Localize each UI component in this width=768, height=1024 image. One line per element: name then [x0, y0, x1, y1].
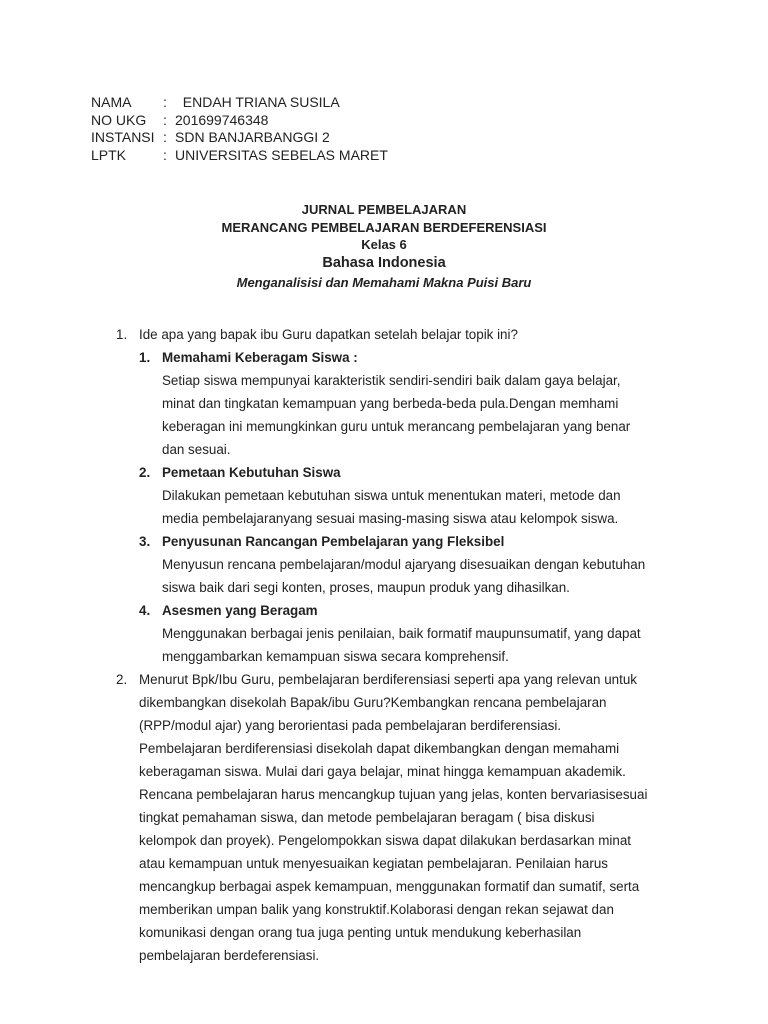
answer-line: media pembelajaranyang sesuai masing-masing siswa atau kelompok siswa.: [162, 511, 619, 526]
header-title: JURNAL PEMBELAJARAN: [301, 202, 467, 217]
answer-line: Menggunakan berbagai jenis penilaian, baik formatif maupunsumatif, yang dapat: [162, 626, 641, 641]
answer-line: Setiap siswa mempunyai karakteristik sendiri-sendiri baik dalam gaya belajar,: [162, 373, 621, 388]
identity-value: UNIVERSITAS SEBELAS MARET: [175, 146, 388, 163]
answer-line: atau kemampuan untuk menyesuaikan kegiatan pembelajaran. Penilaian harus: [139, 856, 608, 871]
answer-point-number: 1.: [139, 350, 151, 365]
answer-line: memberikan umpan balik yang konstruktif.Kolaborasi dengan rekan sejawat dan: [139, 902, 614, 917]
answer-line: mencangkup berbagai aspek kemampuan, menggunakan formatif dan sumatif, serta: [139, 879, 640, 894]
header-topic: Menganalisisi dan Memahami Makna Puisi Baru: [236, 274, 532, 290]
answer-line: dikembangkan disekolah Bapak/ibu Guru?Kembangkan rencana pembelajaran: [139, 695, 607, 710]
identity-label: NO UKG: [91, 111, 147, 128]
identity-row-no-ukg: [91, 112, 388, 130]
header-subtitle: MERANCANG PEMBELAJARAN BERDEFERENSIASI: [221, 219, 547, 235]
answer-line: siswa baik dari segi konten, proses, maupun produk yang dihasilkan.: [162, 580, 570, 595]
question-item: [0, 323, 659, 668]
answer-line: tingkat pemahaman siswa, dan metode pembelajaran beragam ( bisa diskusi: [139, 810, 595, 825]
answer-line: Menurut Bpk/Ibu Guru, pembelajaran berdiferensiasi seperti apa yang relevan untuk: [139, 672, 637, 687]
answer-line: Dilakukan pemetaan kebutuhan siswa untuk menentukan materi, metode dan: [162, 488, 621, 503]
answer-point: [139, 461, 659, 530]
identity-block: [91, 94, 388, 164]
identity-separator: :: [163, 129, 167, 145]
answer-point: [139, 599, 659, 668]
question-text: Ide apa yang bapak ibu Guru dapatkan setelah belajar topik ini?: [139, 327, 518, 342]
identity-row-nama: [91, 94, 388, 112]
identity-separator: :: [163, 146, 167, 163]
answer-line: keberagaman siswa. Mulai dari gaya belajar, minat hingga kemampuan akademik.: [139, 764, 626, 779]
answer-line: kelompok dan proyek). Pengelompokkan siswa dapat dilakukan berdasarkan minat: [139, 833, 632, 848]
question-item: [0, 668, 659, 967]
answer-point-title: Memahami Keberagam Siswa :: [162, 350, 358, 365]
answer-point-title: Pemetaan Kebutuhan Siswa: [162, 465, 341, 480]
answer-line: pembelajaran berdeferensiasi.: [139, 948, 320, 963]
answer-line: dan sesuai.: [162, 442, 231, 457]
identity-value: 201699746348: [175, 111, 269, 128]
header-class: Kelas 6: [361, 237, 407, 252]
document-header: [0, 201, 768, 292]
identity-separator: :: [163, 94, 167, 110]
answer-line: komunikasi dengan orang tua juga penting untuk mendukung keberhasilan: [139, 925, 582, 940]
answer-line: menggambarkan kemampuan siswa secara komprehensif.: [162, 649, 509, 664]
identity-label: INSTANSI: [91, 129, 155, 145]
question-number: 2.: [116, 672, 128, 687]
header-subject: Bahasa Indonesia: [322, 254, 446, 271]
answer-point-number: 3.: [139, 534, 151, 549]
identity-row-instansi: [91, 129, 388, 147]
answer-point: [139, 346, 659, 461]
answer-line: keberagan ini memungkinkan guru untuk merancang pembelajaran yang benar: [162, 419, 631, 434]
answer-point-number: 2.: [139, 465, 151, 480]
answer-line: minat dan tingkatan kemampuan yang berbeda-beda pula.Dengan memhami: [162, 396, 619, 411]
answer-point-title: Asesmen yang Beragam: [162, 603, 318, 618]
identity-row-lptk: [91, 147, 388, 165]
answer-line: Rencana pembelajaran harus mencangkup tujuan yang jelas, konten bervariasisesuai: [139, 787, 648, 802]
identity-value: SDN BANJARBANGGI 2: [175, 129, 330, 145]
answer-point: [139, 530, 659, 599]
answer-point-title: Penyusunan Rancangan Pembelajaran yang Fleksibel: [162, 534, 505, 549]
answer-point-number: 4.: [139, 603, 151, 618]
question-number: 1.: [116, 327, 128, 342]
identity-value: ENDAH TRIANA SUSILA: [175, 94, 340, 110]
question-list: [0, 323, 768, 967]
answer-line: Pembelajaran berdiferensiasi disekolah dapat dikembangkan dengan memahami: [139, 741, 620, 756]
identity-label: NAMA: [91, 94, 132, 110]
answer-line: Menyusun rencana pembelajaran/modul ajaryang disesuaikan dengan kebutuhan: [162, 557, 646, 572]
identity-label: LPTK: [91, 146, 127, 163]
answer-line: (RPP/modul ajar) yang berorientasi pada pembelajaran berdiferensiasi.: [139, 718, 562, 733]
identity-separator: :: [163, 111, 167, 128]
